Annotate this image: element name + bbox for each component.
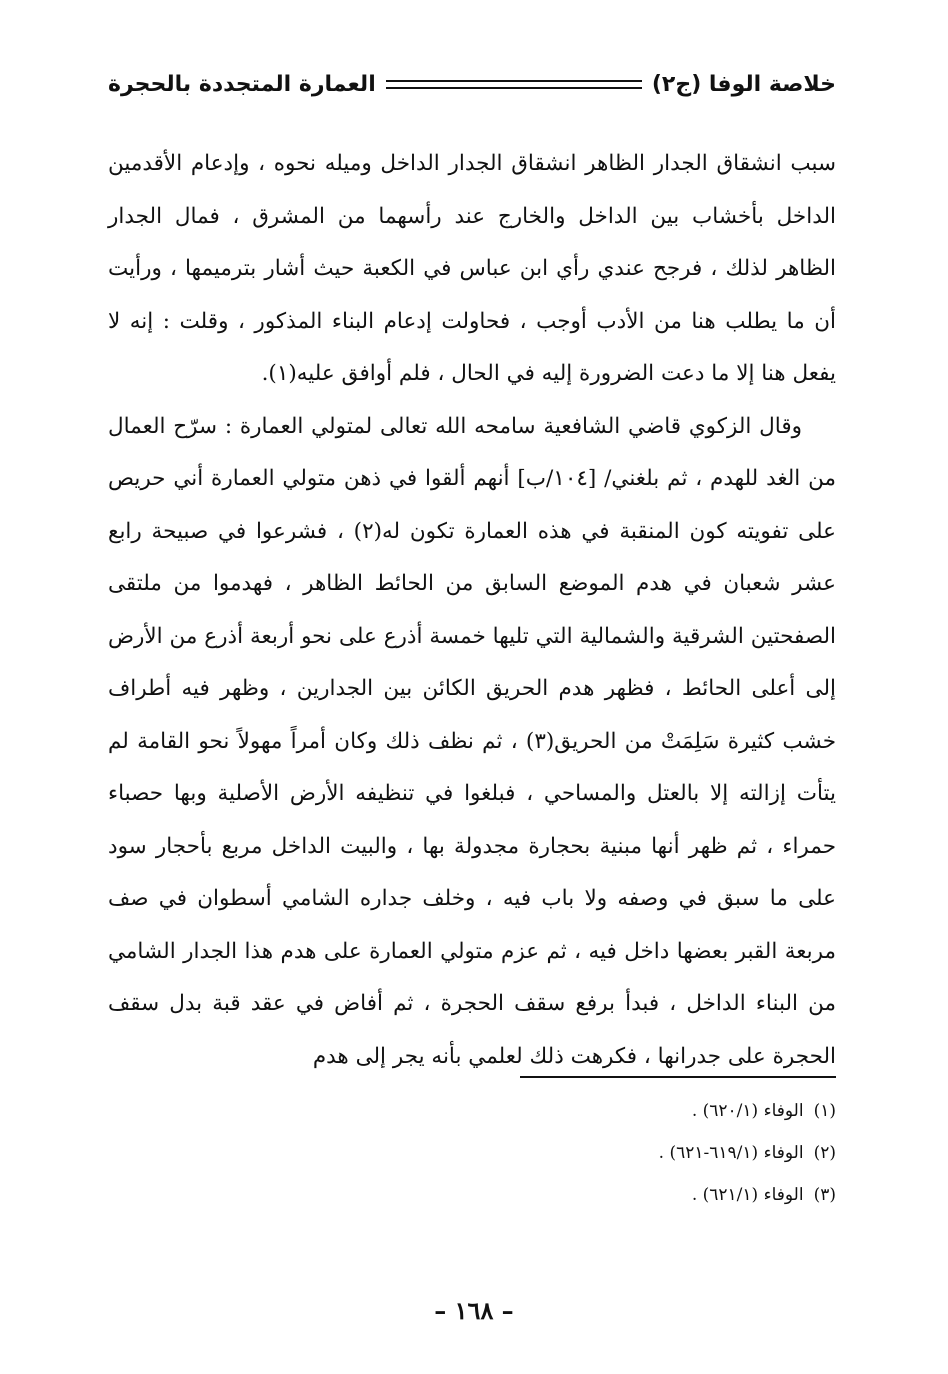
main-text bbox=[108, 138, 836, 1083]
header-chapter-title: العمارة المتجددة بالحجرة bbox=[108, 71, 376, 97]
footnote-text: الوفاء (٦٢١/١) . bbox=[691, 1185, 804, 1205]
header-book-title: خلاصة الوفا (ج٢) bbox=[651, 71, 836, 97]
footnote-number: (٣) bbox=[813, 1185, 836, 1205]
footnotes bbox=[480, 1090, 836, 1216]
header-rule bbox=[386, 80, 642, 89]
footnote-item bbox=[480, 1132, 836, 1174]
footnote-item bbox=[480, 1174, 836, 1216]
footnote-number: (١) bbox=[813, 1101, 836, 1121]
footnote-item bbox=[480, 1090, 836, 1132]
paragraph-2: وقال الزكوي قاضي الشافعية سامحه الله تعالى لمتولي العمارة : سرّح العمال من الغد للهدم ، ثم بلغني/ [١٠٤/ب] أنهم ألقوا في ذهن متولي العمارة أني حريص على تفويته كون المنقبة في هذه العمارة تكون له(٢) ، فشرعوا في صبيحة رابع عشر شعبان في هدم الموضع السابق من الحائط الظاهر ، فهدموا من ملتقى الصفحتين الشرقية والشمالية التي تليها خمسة أذرع على نحو أربعة أذرع من الأرض إلى أعلى الحائط ، فظهر هدم الحريق الكائن بين الجدارين ، وظهر فيه أطراف خشب كثيرة سَلِمَتْ من الحريق(٣) ، ثم نظف ذلك وكان أمراً مهولاً نحو القامة لم يتأت إزالته إلا بالعتل والمساحي ، فبلغوا في تنظيفه الأرض الأصلية وبها حصباء حمراء ، ثم ظهر أنها مبنية بحجارة مجدولة بها ، والبيت الداخل مربع بأحجار سود على ما سبق في وصفه ولا باب فيه ، وخلف جداره الشامي أسطوان في صف مربعة القبر بعضها داخل فيه ، ثم عزم متولي العمارة على هدم هذا الجدار الشامي من البناء الداخل ، فبدأ برفع سقف الحجرة ، ثم أفاض في عقد قبة بدل سقف الحجرة على جدرانها ، فكرهت ذلك لعلمي بأنه يجر إلى هدم bbox=[108, 413, 836, 1069]
footnote-number: (٢) bbox=[813, 1143, 836, 1163]
page-number: – ١٦٨ – bbox=[434, 1296, 514, 1325]
footnote-text: الوفاء (٦٢٠/١) . bbox=[691, 1101, 804, 1121]
paragraph-1: سبب انشقاق الجدار الظاهر انشقاق الجدار الداخل وميله نحوه ، وإدعام الأقدمين الداخل بأخشاب بين الداخل والخارج عند رأسهما من المشرق ، فمال الجدار الظاهر لذلك ، فرجح عندي رأي ابن عباس في الكعبة حيث أشار بترميمها ، ورأيت أن ما يطلب هنا من الأدب أوجب ، فحاولت إدعام البناء المذكور ، وقلت : إنه لا يفعل هنا إلا ما دعت الضرورة إليه في الحال ، فلم أوافق عليه(١). bbox=[108, 151, 836, 386]
footnote-text: الوفاء (٦١٩/١-٦٢١) . bbox=[658, 1143, 804, 1163]
running-header bbox=[108, 64, 836, 104]
footnote-separator bbox=[520, 1076, 836, 1078]
